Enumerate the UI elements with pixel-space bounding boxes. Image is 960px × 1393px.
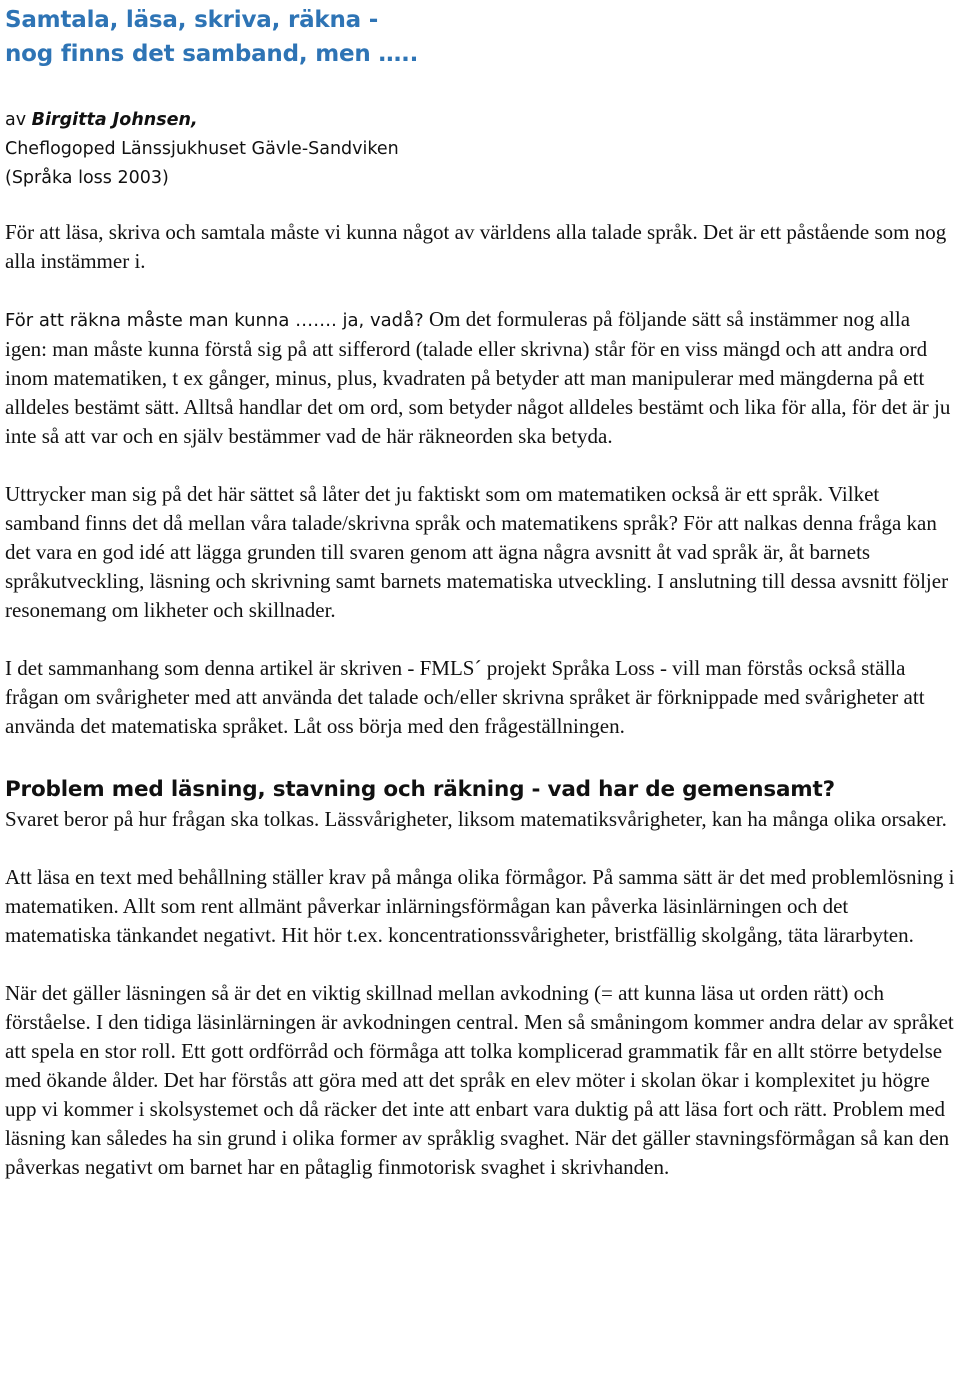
byline-prefix: av (5, 110, 32, 130)
paragraph-4: I det sammanhang som denna artikel är skriven - FMLS´ projekt Språka Loss - vill man förstås också ställa frågan om svårigheter med att använda det talade och/eller skrivna språket är förknippade med svårigheter att använda det matematiska språket. Låt oss börja med den frågeställningen. (5, 656, 925, 738)
document-title (5, 3, 955, 71)
byline (5, 106, 955, 193)
paragraph-6: Att läsa en text med behållning ställer krav på många olika förmågor. På samma sätt är det med problemlösning i matematiken. Allt som rent allmänt påverkar inlärningsförmågan kan påverka läsinlärningen och det matematiska tänkandet negativt. Hit hör t.ex. koncentrationssvårigheter, bristfällig skolgång, täta lärarbyten. (5, 865, 955, 947)
author-line (5, 106, 955, 135)
document-page (5, 0, 955, 1182)
paragraph-3: Uttrycker man sig på det här sättet så låter det ju faktiskt som om matematiken också är ett språk. Vilket samband finns det då mellan våra talade/skrivna språk och matematikens språk? För att nalkas denna fråga kan det vara en god idé att lägga grunden till svaren genom att ägna några avsnitt åt vad språk är, åt barnets språkutveckling, läsning och skrivning samt barnets matematiska utveckling. I anslutning till dessa avsnitt följer resonemang om likheter och skillnader. (5, 482, 949, 622)
paragraph-2-lead: För att räkna måste man kunna ……. ja, vadå? (5, 310, 424, 331)
paragraph-2-rest: Om det formuleras på följande sätt så instämmer nog alla igen: man måste kunna förstå sig på att sifferord (talade eller skrivna) står för en viss mängd och att andra ord inom matematiken, t ex gånger, minus, plus, kvadraten på betyder att man manipulerar med mängderna på ett alldeles bestämt sätt. (5, 307, 928, 419)
paragraph-2-tail: Alltså handlar det om ord, som betyder något alldeles bestämt och lika för alla, för det är ju inte så att var och en själv bestämmer vad de här räkneorden ska betyda. (5, 395, 951, 448)
author-name: Birgitta Johnsen, (31, 110, 198, 130)
paragraph-7: När det gäller läsningen så är det en viktig skillnad mellan avkodning (= att kunna läsa ut orden rätt) och förståelse. I den tidiga läsinlärningen är avkodningen central. Men så småningom kommer andra delar av språket att spela en stor roll. Ett gott ordförråd och förmåga att tolka komplicerad grammatik får en allt större betydelse med ökande ålder. Det har förstås att göra med att det språk en elev möter i skolan ökar i komplexitet ju högre upp vi kommer i skolsystemet och då räcker det inte att enbart vara duktig på att läsa fort och rätt. Problem med läsning kan således ha sin grund i olika former av språklig svaghet. När det gäller stavningsförmågan så kan den påverkas negativt om barnet har en påtaglig finmotorisk svaghet i skrivhanden. (5, 981, 954, 1179)
paragraph-1: För att läsa, skriva och samtala måste vi kunna något av världens alla talade språk. Det är ett påstående som nog alla instämmer i. (5, 220, 947, 273)
paragraph-2 (5, 305, 955, 451)
section-heading: Problem med läsning, stavning och räkning - vad har de gemensamt? (5, 777, 835, 802)
title-line-2: nog finns det samband, men ….. (5, 41, 419, 67)
title-line-1: Samtala, läsa, skriva, räkna - (5, 7, 379, 33)
author-role: Cheflogoped Länssjukhuset Gävle-Sandviken (5, 139, 399, 159)
source-note: (Språka loss 2003) (5, 168, 169, 188)
paragraph-5: Svaret beror på hur frågan ska tolkas. Lässvårigheter, liksom matematiksvårigheter, kan ha många olika orsaker. (5, 807, 947, 831)
